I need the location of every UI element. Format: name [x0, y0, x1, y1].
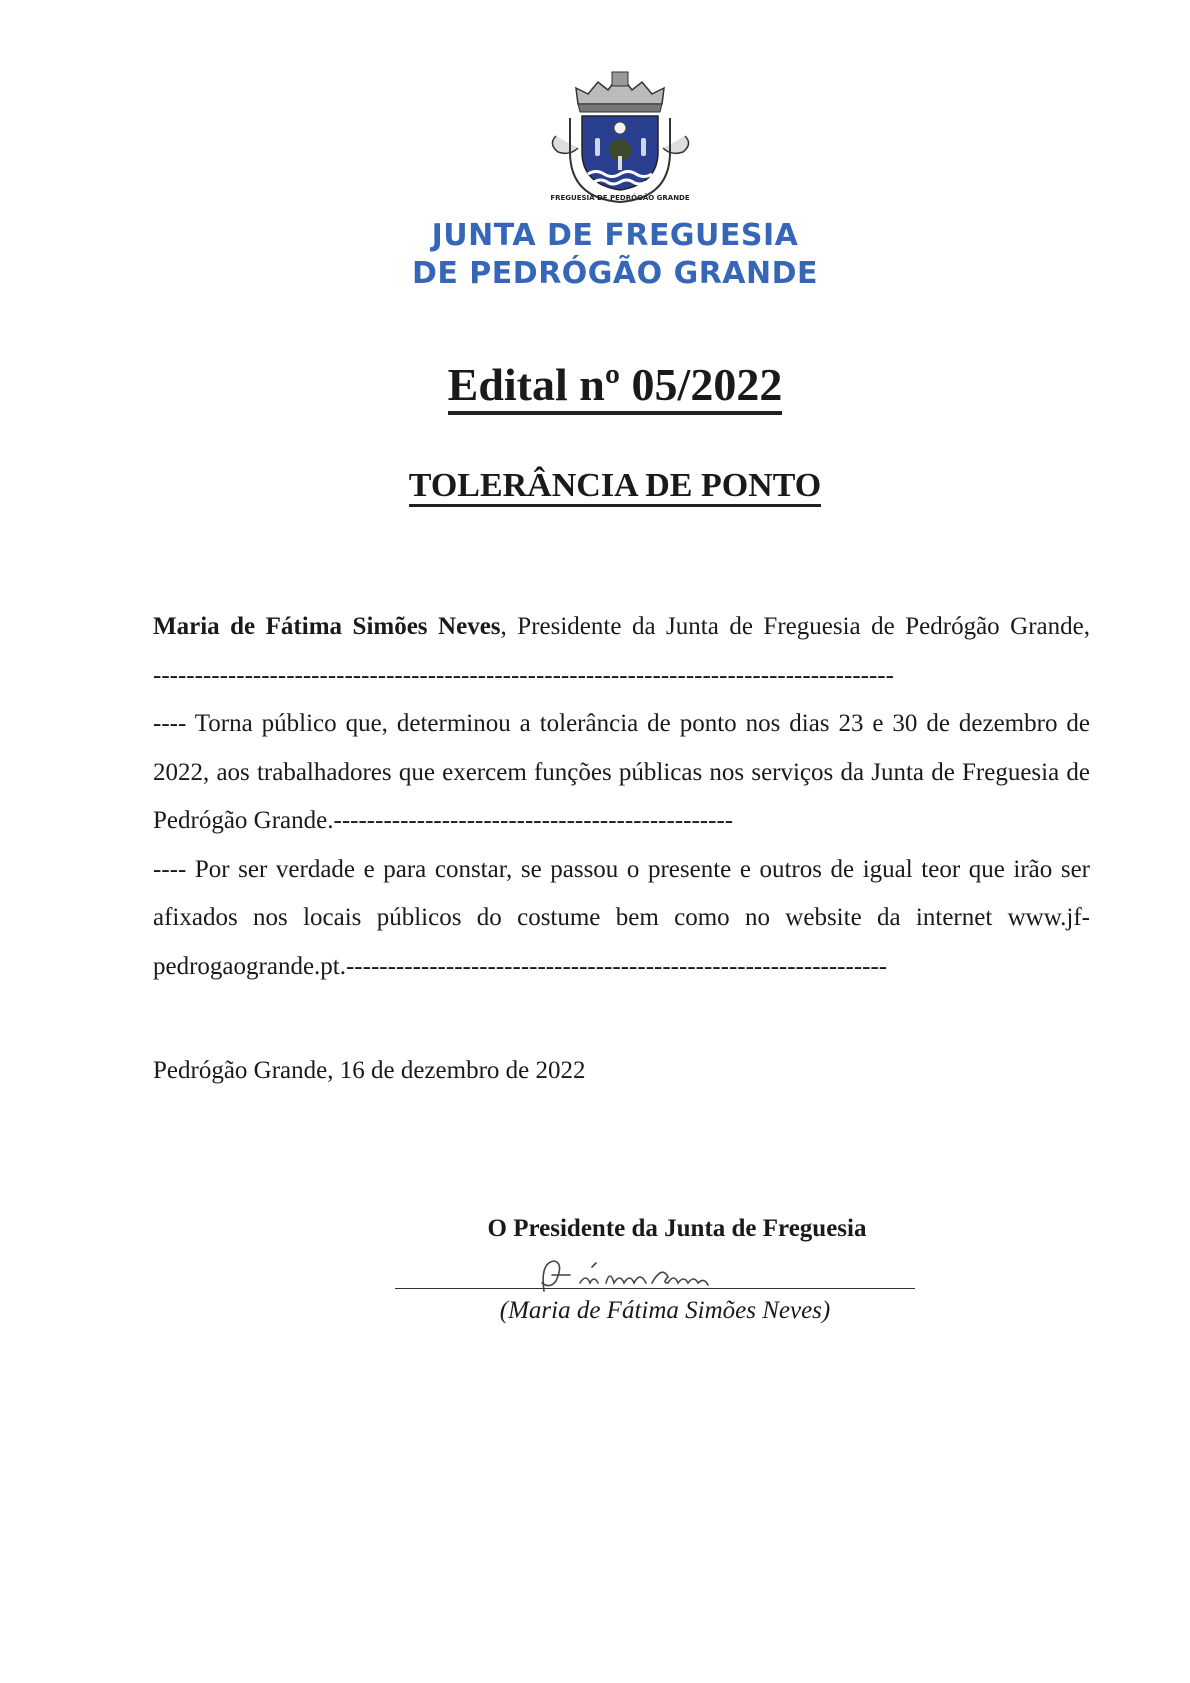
document-title [0, 358, 1190, 411]
place-and-date: Pedrógão Grande, 16 de dezembro de 2022 [153, 1057, 586, 1084]
signature-line [395, 1288, 915, 1289]
paragraph-closing-text: ---- Por ser verdade e para constar, se passou o presente e outros de igual teor que irão ser afixados nos locais públicos do costume bem como no website da internet www.jf-pedrogaogrande.pt. [153, 855, 1090, 980]
organization-name-line1: JUNTA DE FREGUESIA [431, 218, 799, 253]
paragraph-intro-text: , Presidente da Junta de Freguesia de Pedrógão Grande, [500, 613, 1090, 640]
svg-text:FREGUESIA DE PEDRÓGÃO GRANDE: FREGUESIA DE PEDRÓGÃO GRANDE [550, 194, 690, 202]
handwritten-signature-icon [530, 1253, 760, 1297]
document-subtitle [0, 467, 1190, 505]
filler-dashes: ----------------------------------------------------------------- [345, 952, 888, 980]
organization-name-line2: DE PEDRÓGÃO GRANDE [411, 256, 819, 291]
paragraph-closing [153, 846, 1090, 992]
signatory-name: (Maria de Fátima Simões Neves) [499, 1297, 831, 1324]
paragraph-announcement [153, 700, 1090, 846]
paragraph-intro [153, 603, 1090, 700]
paragraph-announcement-text: ---- Torna público que, determinou a tolerância de ponto nos dias 23 e 30 de dezembro de 2022, aos trabalhadores que exercem funções públicas nos serviços da Junta de Freguesia de Pedrógão Grande. [153, 710, 1090, 834]
signature-block [395, 1215, 935, 1324]
filler-dashes: ------------------------------------------------ [333, 807, 734, 834]
document-body [153, 603, 1090, 991]
document-title-text: Edital nº 05/2022 [448, 359, 783, 415]
filler-dashes: ----------------------------------------------------------------------------------------- [153, 661, 894, 689]
signatory-title: O Presidente da Junta de Freguesia [487, 1215, 867, 1242]
document-subtitle-text: TOLERÂNCIA DE PONTO [409, 467, 822, 507]
parish-coat-of-arms-icon [548, 66, 693, 206]
president-name: Maria de Fátima Simões Neves [153, 613, 501, 640]
